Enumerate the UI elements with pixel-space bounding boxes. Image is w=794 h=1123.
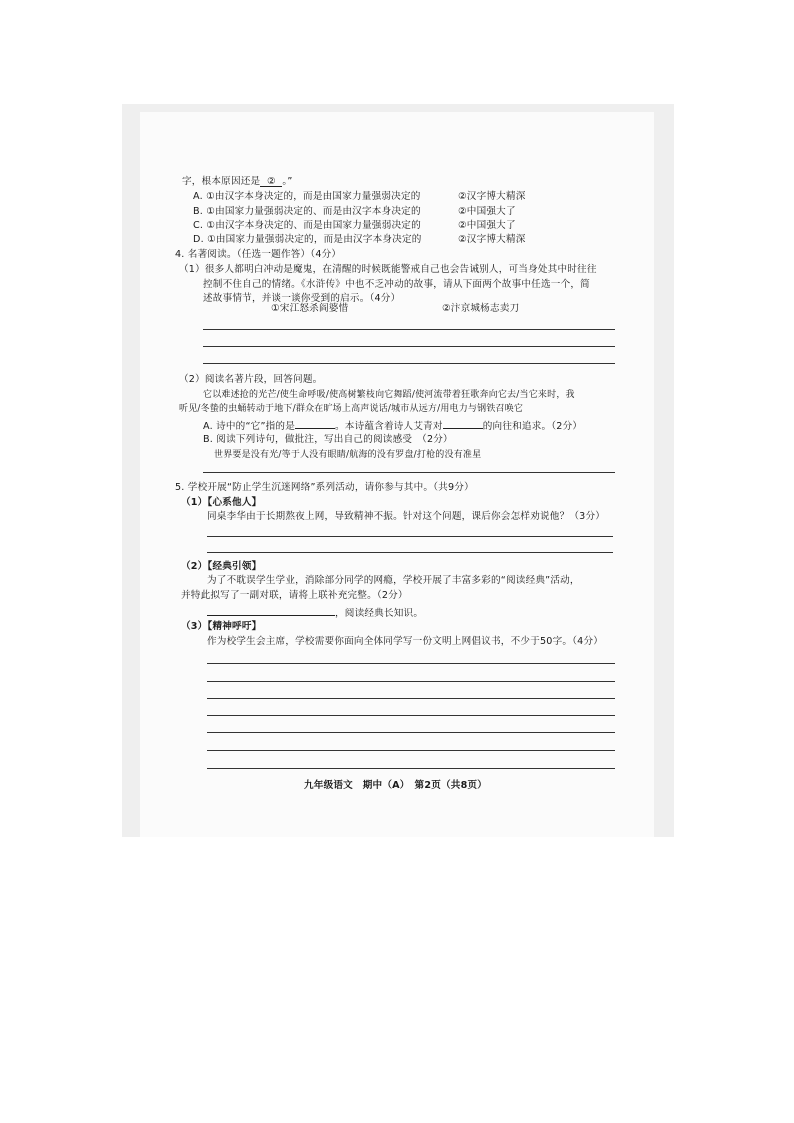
q4-story-1: ①宋江怒杀阎婆惜 xyxy=(271,303,349,314)
q3-option-c-second: ②中国强大了 xyxy=(458,220,516,231)
q5-section1-text: 同桌李华由于长期熬夜上网，导致精神不振。针对这个问题，课后你会怎样劝说他？（3分） xyxy=(207,511,606,522)
q5-section2-couplet: ，阅读经典长知识。 xyxy=(207,605,423,620)
page-footer: 九年级语文 期中（A） 第2页（共8页） xyxy=(304,780,488,791)
q4-question-b: B. 阅读下列诗句，做批注，写出自己的阅读感受 （2分） xyxy=(203,434,453,445)
q4-title: 4. 名著阅读。（任选一题作答）（4分） xyxy=(175,249,342,260)
answer-line[interactable] xyxy=(207,768,615,769)
answer-line[interactable] xyxy=(207,732,615,733)
q3-option-d: D. ①由国家力量强弱决定的，而是由汉字本身决定的 xyxy=(193,234,422,245)
q5-section2-title: （2）【经典引领】 xyxy=(181,561,262,572)
q4-part1-line2: 控制不住自己的情绪。《水浒传》中也不乏冲动的故事，请从下面两个故事中任选一个，简 xyxy=(203,279,590,290)
answer-line[interactable] xyxy=(207,750,615,751)
q3-option-a: A. ①由汉字本身决定的，而是由国家力量强弱决定的 xyxy=(193,191,421,202)
q3-intro: 字，根本原因还是 ② 。” xyxy=(182,176,293,187)
answer-line[interactable] xyxy=(207,552,613,553)
q4-part1-line3: 述故事情节，并谈一谈你受到的启示。（4分） xyxy=(203,293,401,304)
q4-part2-title: （2）阅读名著片段，回答问题。 xyxy=(179,374,323,385)
q3-option-c: C. ①由汉字本身决定的、而是由国家力量强弱决定的 xyxy=(193,220,421,231)
answer-line[interactable] xyxy=(207,536,613,537)
q4-part1-line1: （1）很多人都明白冲动是魔鬼，在清醒的时候既能警戒自己也会告诫别人，可当身处其中时往往 xyxy=(179,264,597,275)
q4-question-a: A. 诗中的“它”指的是 。本诗蕴含着诗人艾青对 的向往和追求。（2分） xyxy=(203,418,582,433)
q3-option-b: B. ①由国家力量强弱决定的、而是由汉字本身决定的 xyxy=(193,206,421,217)
answer-line[interactable] xyxy=(207,681,615,682)
q5-section3-text: 作为校学生会主席，学校需要你面向全体同学写一份文明上网倡议书，不少于50字。（4分） xyxy=(207,636,604,647)
q4-story-2: ②汴京城杨志卖刀 xyxy=(442,303,520,314)
q4-poem-line1: 它以难述抢的光芒/使生命呼吸/使高树繁枝向它舞蹈/使河流带着狂歌奔向它去/当它来时，我 xyxy=(203,390,575,400)
couplet-blank[interactable] xyxy=(207,605,335,616)
q5-title: 5. 学校开展“防止学生沉迷网络”系列活动，请你参与其中。（共9分） xyxy=(175,482,474,493)
answer-line[interactable] xyxy=(207,698,615,699)
q3-option-b-second: ②中国强大了 xyxy=(458,206,516,217)
answer-line[interactable] xyxy=(203,472,615,473)
answer-line[interactable] xyxy=(203,329,615,330)
answer-line[interactable] xyxy=(203,363,615,364)
q4-question-b-poem: 世界要是没有光/等于人没有眼睛/航海的没有罗盘/打枪的没有准星 xyxy=(214,450,482,460)
q4-poem-line2: 听见/冬蛰的虫蛹转动于地下/群众在旷场上高声说话/城市从远方/用电力与钢铁召唤它 xyxy=(179,404,524,414)
answer-line[interactable] xyxy=(207,663,615,664)
q5-section3-title: （3）【精神呼吁】 xyxy=(181,621,262,632)
q5-section1-title: （1）【心系他人】 xyxy=(181,497,262,508)
q3-option-d-second: ②汉字博大精深 xyxy=(458,234,526,245)
q3-option-a-second: ②汉字博大精深 xyxy=(458,191,526,202)
q5-section2-line1: 为了不耽误学生学业，消除部分同学的网瘾，学校开展了丰富多彩的“阅读经典”活动， xyxy=(207,575,580,586)
answer-line[interactable] xyxy=(203,346,615,347)
q5-section2-line2: 并特此拟写了一副对联，请将上联补充完整。（2分） xyxy=(181,590,408,601)
answer-line[interactable] xyxy=(207,715,615,716)
